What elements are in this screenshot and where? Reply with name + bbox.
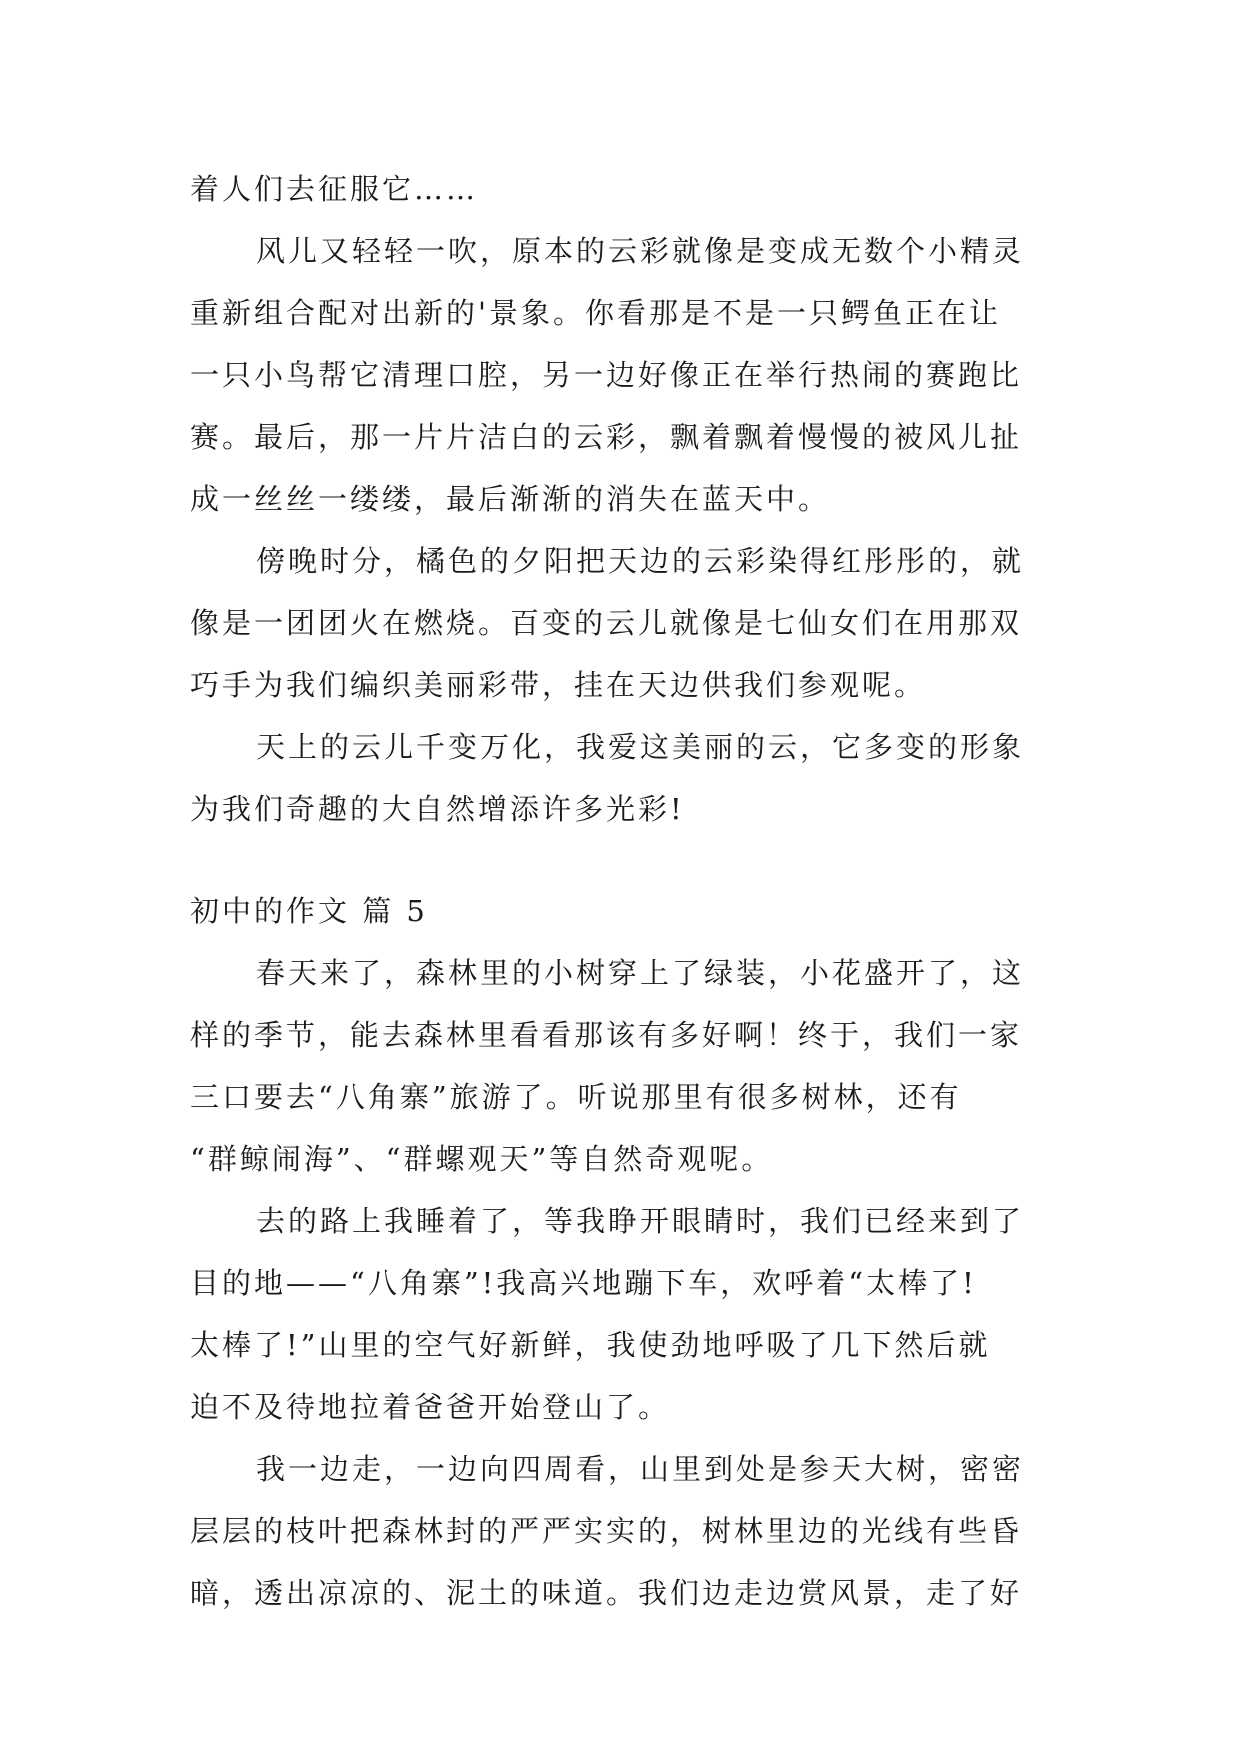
text-line: 风儿又轻轻一吹，原本的云彩就像是变成无数个小精灵 — [256, 234, 1025, 268]
text-line: 像是一团团火在燃烧。百变的云儿就像是七仙女们在用那双 — [190, 606, 1023, 640]
text-line: 巧手为我们编织美丽彩带，挂在天边供我们参观呢。 — [190, 668, 927, 702]
document-page — [190, 158, 1060, 1624]
text-line: 春天来了，森林里的小树穿上了绿装，小花盛开了，这 — [256, 956, 1025, 990]
text-line: 赛。最后，那一片片洁白的云彩，飘着飘着慢慢的被风儿扯 — [190, 420, 1023, 454]
text-line: 我一边走，一边向四周看，山里到处是参天大树，密密 — [256, 1452, 1025, 1486]
text-line: 去的路上我睡着了，等我睁开眼睛时，我们已经来到了 — [256, 1204, 1025, 1238]
text-line: 目的地——“八角寨”!我高兴地蹦下车，欢呼着“太棒了! — [190, 1266, 977, 1300]
essay-continuation — [190, 158, 1060, 840]
text-line: “群鲸闹海”、“群螺观天”等自然奇观呢。 — [190, 1142, 774, 1176]
text-line: 迫不及待地拉着爸爸开始登山了。 — [190, 1390, 671, 1424]
section-heading: 初中的作文 篇 5 — [190, 894, 428, 928]
section-gap — [190, 840, 1060, 880]
text-line: 三口要去“八角寨”旅游了。听说那里有很多树林，还有 — [190, 1080, 962, 1114]
essay-section-5 — [190, 942, 1060, 1624]
text-line: 一只小鸟帮它清理口腔，另一边好像正在举行热闹的赛跑比 — [190, 358, 1023, 392]
text-line: 傍晚时分，橘色的夕阳把天边的云彩染得红彤彤的，就 — [256, 544, 1025, 578]
text-line: 重新组合配对出新的'景象。你看那是不是一只鳄鱼正在让 — [190, 296, 1001, 330]
text-line: 着人们去征服它…… — [190, 172, 479, 206]
text-line: 为我们奇趣的大自然增添许多光彩! — [190, 792, 685, 826]
text-line: 太棒了!”山里的空气好新鲜，我使劲地呼吸了几下然后就 — [190, 1328, 991, 1362]
text-line: 暗，透出凉凉的、泥土的味道。我们边走边赏风景，走了好 — [190, 1576, 1023, 1610]
text-line: 样的季节，能去森林里看看那该有多好啊！终于，我们一家 — [190, 1018, 1023, 1052]
text-line: 天上的云儿千变万化，我爱这美丽的云，它多变的形象 — [256, 730, 1025, 764]
text-line: 层层的枝叶把森林封的严严实实的，树林里边的光线有些昏 — [190, 1514, 1023, 1548]
text-line: 成一丝丝一缕缕，最后渐渐的消失在蓝天中。 — [190, 482, 831, 516]
